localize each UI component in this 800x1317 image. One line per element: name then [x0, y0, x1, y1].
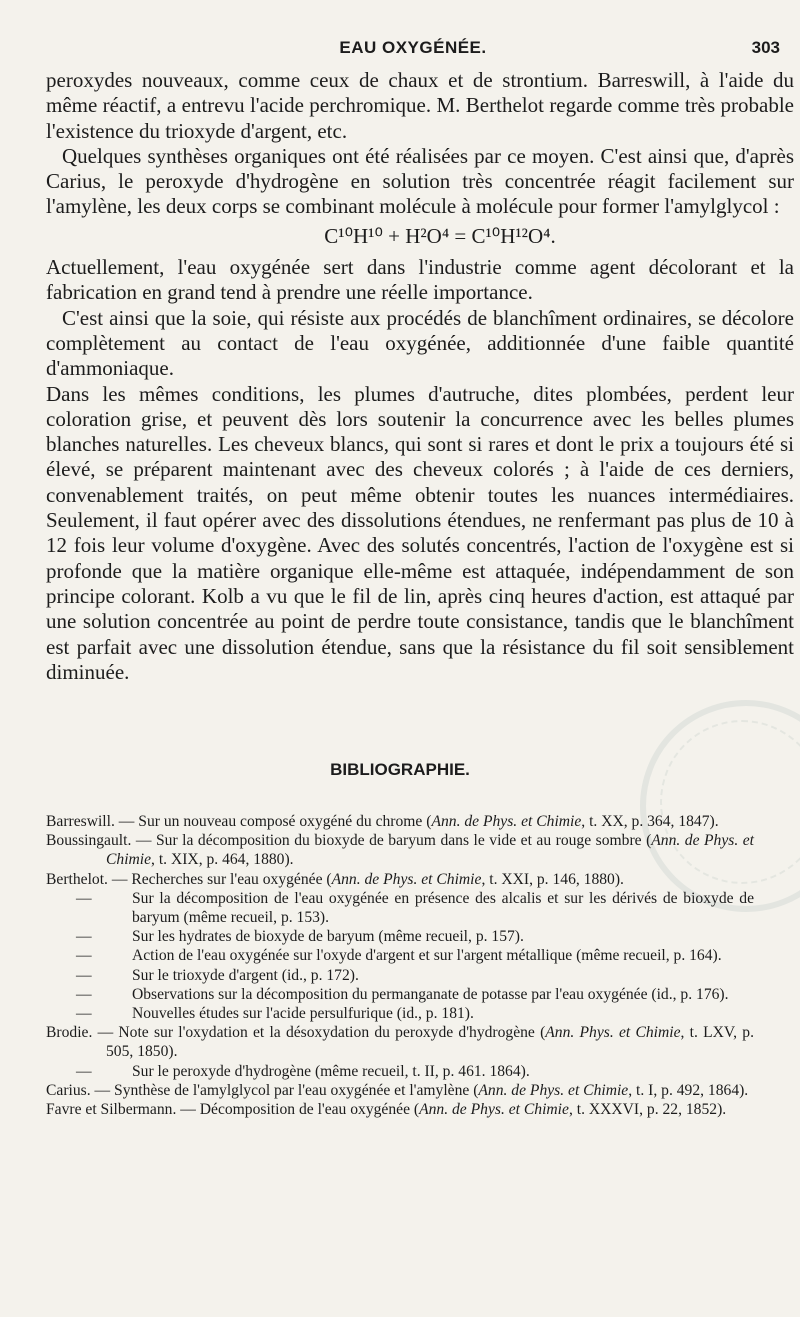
bibliography-dash: —: [76, 985, 92, 1003]
bibliography-entry: [46, 831, 754, 869]
bibliography-source: Ann. Phys. et Chimie: [545, 1024, 681, 1042]
bibliography-entry: [46, 966, 754, 985]
bibliography-dash: —: [76, 1062, 92, 1080]
bibliography-entry: [46, 1100, 754, 1119]
paragraph-2: Quelques synthèses organiques ont été réalisées par ce moyen. C'est ainsi que, d'après Carius, le peroxyde d'hydrogène en solution très concentrée réagit facilement sur l'amylène, les deux corps se combinant molécule à molécule pour former l'amylglycol :: [46, 143, 794, 219]
bibliography-citation: , t. XX, p. 364, 1847).: [581, 813, 719, 830]
bibliography-entry: [46, 812, 754, 831]
bibliography-text: Action de l'eau oxygénée sur l'oxyde d'argent et sur l'argent métallique (même recueil, p. 164).: [132, 947, 722, 965]
bibliography-source: Ann. de Phys. et Chimie: [431, 813, 582, 830]
bibliography-entry: [46, 946, 754, 965]
chemical-formula: C¹⁰H¹⁰ + H²O⁴ = C¹⁰H¹²O⁴.: [324, 223, 556, 248]
bibliography-entry: [46, 985, 754, 1004]
bibliography-text: Sur la décomposition du bioxyde de baryum dans le vide et au rouge sombre (: [155, 832, 652, 850]
bibliography-source: Ann. de Phys. et Chimie: [331, 870, 482, 888]
bibliography-source: Ann. de Phys. et Chimie: [419, 1101, 569, 1119]
bibliography-text: Décomposition de l'eau oxygénée (: [199, 1101, 420, 1119]
paragraph-1: peroxydes nouveaux, comme ceux de chaux et de strontium. Barreswill, à l'aide du même réactif, a entrevu l'acide perchromique. M. Berthelot regarde comme très probable l'existence du trioxyde d'argent, etc.: [46, 68, 794, 143]
bibliography-dash: —: [76, 889, 92, 907]
paragraph-4: C'est ainsi que la soie, qui résiste aux procédés de blanchîment ordinaires, se décolore complètement au contact de l'eau oxygénée, additionnée d'une faible quantité d'ammoniaque.: [46, 305, 794, 381]
bibliography-entry: [46, 1062, 754, 1081]
bibliography-source: Ann. de Phys. et Chimie: [106, 832, 754, 869]
bibliography-entry: [46, 1081, 754, 1100]
bibliography-author: Berthelot.: [46, 870, 108, 888]
bibliography-text: Sur le peroxyde d'hydrogène (même recueil, t. II, p. 461. 1864).: [132, 1062, 530, 1080]
bibliography-author: Boussingault.: [46, 832, 132, 850]
bibliography-author: Favre et Silbermann.: [46, 1101, 177, 1119]
bibliography-citation: , t. I, p. 492, 1864).: [628, 1081, 749, 1099]
bibliography-heading: BIBLIOGRAPHIE.: [330, 760, 470, 779]
bibliography-dash: —: [135, 832, 152, 850]
bibliography-citation: , t. XXXVI, p. 22, 1852).: [568, 1101, 727, 1119]
bibliography-text: Synthèse de l'amylglycol par l'eau oxygénée et l'amylène (: [114, 1081, 479, 1099]
bibliography-text: Sur le trioxyde d'argent (id., p. 172).: [132, 966, 359, 984]
bibliography-text: Sur la décomposition de l'eau oxygénée en présence des alcalis et sur les dérivés de bioxyde de baryum (même recueil, p. 153).: [132, 889, 754, 927]
bibliography-dash: —: [94, 1081, 111, 1099]
bibliography-dash: —: [180, 1101, 196, 1119]
bibliography-entry: [46, 870, 754, 889]
bibliography-dash: —: [76, 966, 92, 984]
bibliography-dash: —: [76, 947, 92, 965]
bibliography-entry: [46, 927, 754, 946]
bibliography-entry: [46, 1023, 754, 1061]
page-number: 303: [751, 38, 780, 57]
paragraph-3: Actuellement, l'eau oxygénée sert dans l'industrie comme agent décolorant et la fabrication en grand tend à prendre une réelle importance.: [46, 255, 794, 305]
bibliography-text: Note sur l'oxydation et la désoxydation du peroxyde d'hydrogène (: [118, 1024, 546, 1042]
bibliography-author: Carius.: [46, 1081, 91, 1099]
bibliography-dash: —: [118, 813, 135, 830]
bibliography-dash: —: [76, 1005, 92, 1023]
bibliography-entry: [46, 889, 754, 927]
bibliography-dash: —: [111, 870, 128, 888]
bibliography-citation: , t. LXV, p. 505, 1850).: [106, 1024, 754, 1061]
bibliography-text: Sur un nouveau composé oxygéné du chrome (: [138, 813, 432, 830]
paragraph-5: Dans les mêmes conditions, les plumes d'autruche, dites plombées, perdent leur coloration grise, et peuvent dès lors soutenir la concurrence avec les belles plumes blanches naturelles. Les cheveux blancs, qui sont si rares et dont le prix a toujours été si élevé, se préparent maintenant avec des cheveux colorés ; à l'aide de ces derniers, convenablement traités, on peut même obtenir toutes les nuances intermédiaires. Seulement, il faut opérer avec des dissolutions étendues, ne renfermant pas plus de 10 à 12 fois leur volume d'oxygène. Avec des solutés concentrés, l'action de l'oxygène est si profonde que la matière organique elle-même est attaquée, indépendamment de son principe colorant. Kolb a vu que le fil de lin, après cinq heures d'action, est attaqué par une solution concentrée au point de perdre toute consistance, tandis que le blanchîment est parfait avec une dissolution étendue, sans que la résistance du fil soit sensiblement diminuée.: [46, 381, 794, 684]
bibliography-text: Nouvelles études sur l'acide persulfurique (id., p. 181).: [132, 1005, 474, 1023]
bibliography-dash: —: [76, 928, 92, 946]
page-header: [46, 38, 780, 62]
bibliography-citation: , t. XXI, p. 146, 1880).: [481, 870, 624, 888]
bibliography-citation: , t. XIX, p. 464, 1880).: [151, 851, 294, 869]
body-text: [46, 68, 794, 685]
bibliography-text: Observations sur la décomposition du permanganate de potasse par l'eau oxygénée (id., p. 176).: [132, 985, 729, 1003]
bibliography-author: Barreswill.: [46, 813, 115, 830]
bibliography-entry: [46, 1004, 754, 1023]
bibliography-text: Sur les hydrates de bioxyde de baryum (même recueil, p. 157).: [132, 928, 524, 946]
running-title: EAU OXYGÉNÉE.: [339, 38, 487, 57]
bibliography-dash: —: [97, 1024, 114, 1042]
bibliography-author: Brodie.: [46, 1024, 93, 1042]
bibliography-text: Recherches sur l'eau oxygénée (: [131, 870, 332, 888]
bibliography-source: Ann. de Phys. et Chimie: [478, 1081, 629, 1099]
bibliography-list: [46, 812, 754, 1119]
